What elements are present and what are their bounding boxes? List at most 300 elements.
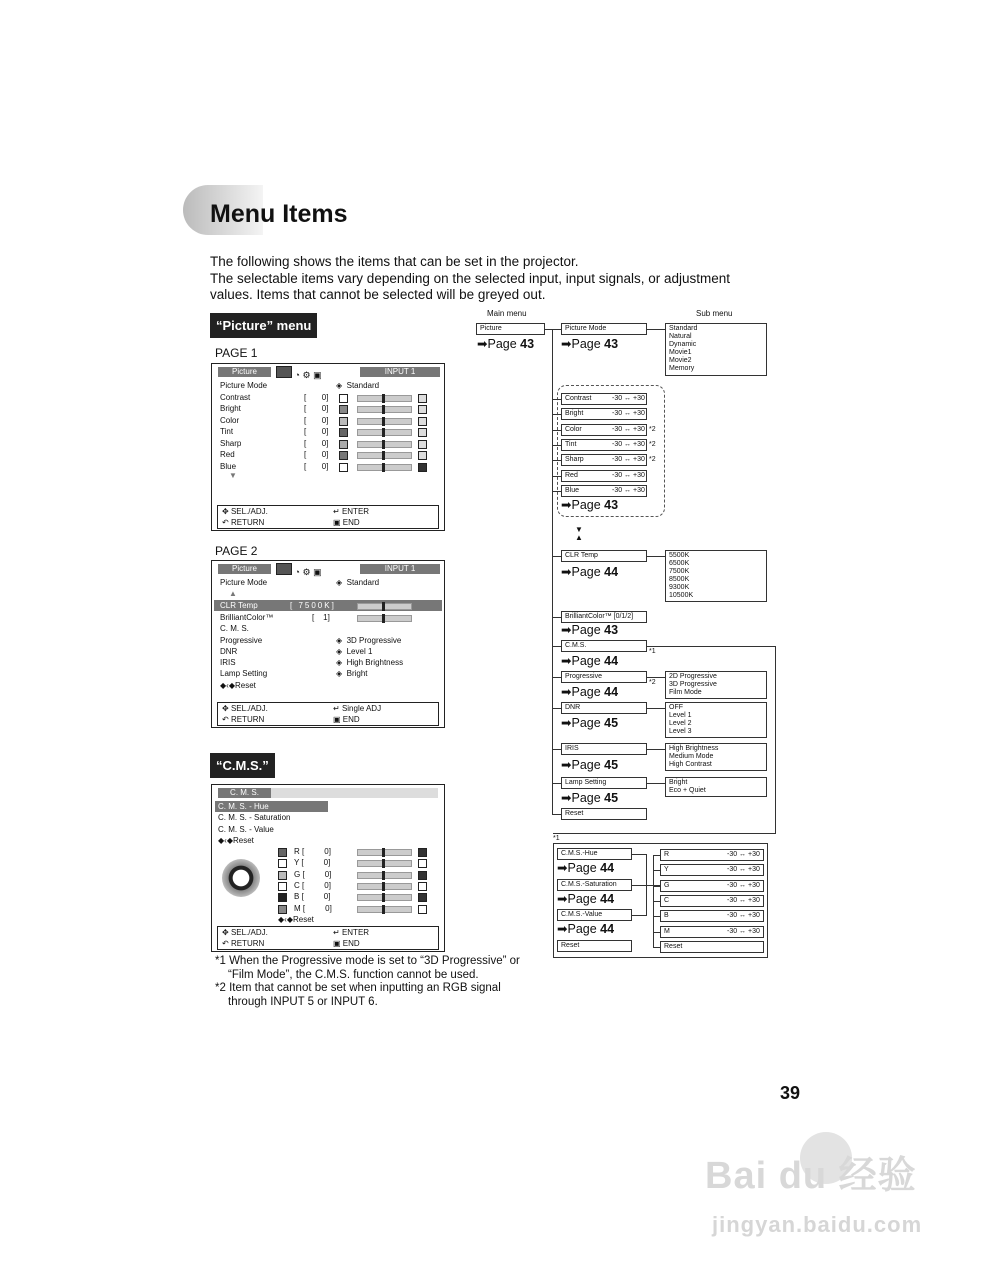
page-word: Page <box>571 565 601 579</box>
osd-cms <box>211 784 445 952</box>
color-high-icon <box>418 859 427 868</box>
option: 7500K <box>669 568 690 575</box>
color-label: M <box>294 903 301 913</box>
slider-knob <box>382 428 385 437</box>
osd-row <box>220 450 235 460</box>
adjust-item-label: Contrast <box>565 395 592 402</box>
adjust-low-icon <box>339 451 348 460</box>
footnote: through INPUT 5 or INPUT 6. <box>228 995 378 1008</box>
main-menu-header: Main menu <box>487 309 527 318</box>
slider-knob <box>382 893 385 902</box>
adjust-item-range: -30 ↔ +30 <box>612 486 645 494</box>
footer-text: SEL./ADJ. <box>230 507 268 516</box>
picture-mode-page-ref: ➡Page 43 <box>561 337 619 351</box>
brilliant-page-ref: ➡Page 43 <box>561 623 619 637</box>
page-word: Page <box>571 337 601 351</box>
connector <box>653 901 660 902</box>
connector <box>552 617 561 618</box>
page-number: 39 <box>780 1083 801 1103</box>
progressive-options <box>665 671 767 699</box>
connector <box>552 445 561 446</box>
osd-row-value: ◈ 3D Progressive <box>336 636 402 645</box>
osd-row-value: [ 1] <box>312 613 330 622</box>
page-number-ref: 44 <box>600 891 615 906</box>
footer-text: SEL./ADJ. <box>230 928 268 937</box>
cms-color-row: R [ 0] <box>294 847 331 856</box>
osd-cms-title: C. M. S. <box>218 788 271 798</box>
cms-colors-reset-box: Reset <box>660 941 764 953</box>
cms-color-label: R <box>664 851 670 858</box>
page-word: Page <box>567 861 597 875</box>
option: 2D Progressive <box>669 673 717 680</box>
row-value: 0 <box>321 392 327 402</box>
connector <box>653 916 660 917</box>
cms-item: C. M. S. - Saturation <box>218 813 291 822</box>
adjust-item-box <box>561 470 647 482</box>
cms-color-range: -30 ↔ +30 <box>727 896 760 904</box>
osd-row-value: [ 0] <box>304 427 329 436</box>
row-value: 0 <box>321 404 327 413</box>
osd-row <box>220 658 236 668</box>
reset-box: Reset <box>561 808 647 820</box>
slider-knob <box>382 463 385 472</box>
osd-row <box>220 613 273 623</box>
row-label: C. M. S. <box>220 624 249 633</box>
footnote: *2 Item that cannot be set when inputting an RGB signal <box>215 982 501 994</box>
option: Dynamic <box>669 341 697 348</box>
row-label: Blue <box>220 461 237 471</box>
option: 5500K <box>669 552 690 559</box>
watermark-logo <box>705 1132 935 1212</box>
row-label: Color <box>220 415 240 425</box>
row-label: IRIS <box>220 658 236 667</box>
page-number-ref: 44 <box>600 861 615 875</box>
adjust-item-label: Blue <box>565 486 580 494</box>
row-label: Sharp <box>220 438 242 448</box>
footer-text: RETURN <box>230 939 265 948</box>
cms-color-row: G [ 0] <box>294 869 332 879</box>
osd-footer <box>217 505 439 529</box>
lamp-page-ref: ➡Page 45 <box>561 791 619 805</box>
option: 9300K <box>669 584 690 591</box>
page-number-ref: 43 <box>604 337 619 351</box>
footer-text: ENTER <box>341 928 370 937</box>
row-label: DNR <box>220 647 238 656</box>
page-number-ref: 44 <box>604 685 619 699</box>
footnote: “Film Mode”, the C.M.S. function cannot be used. <box>228 968 479 981</box>
page-title: Menu Items <box>210 200 348 228</box>
color-swatch-icon <box>278 893 287 902</box>
adjust-high-icon <box>418 463 427 472</box>
osd-row <box>220 647 237 657</box>
option: Standard <box>669 325 698 332</box>
option: Eco + Quiet <box>669 787 706 794</box>
single-adj-hint: ↵ Single ADJ <box>333 704 382 713</box>
color-label: C <box>294 880 300 890</box>
cms-color-label: G <box>664 881 670 889</box>
progressive-box: Progressive <box>561 671 647 683</box>
option-tab-icon: ▣ <box>313 370 322 380</box>
adjust-item-box <box>561 485 647 497</box>
footer-text: END <box>342 518 360 527</box>
slider-knob <box>382 905 385 914</box>
adjust-high-icon <box>418 417 427 426</box>
option: High Brightness <box>669 745 719 752</box>
osd-row <box>220 393 250 403</box>
row-value: Standard <box>346 578 380 587</box>
connector <box>553 833 776 834</box>
adjust-item-box <box>561 408 647 420</box>
cms-color-box <box>660 849 764 861</box>
clr-temp-options <box>665 550 767 602</box>
osd-row-value: ◈ Bright <box>336 669 368 678</box>
connector <box>545 329 561 330</box>
row-label: Lamp Setting <box>220 669 268 678</box>
adjust-low-icon <box>339 394 348 403</box>
option: Natural <box>669 333 692 340</box>
enter-hint: ↵ ENTER <box>333 507 370 516</box>
connector <box>552 556 561 557</box>
footer-text: RETURN <box>230 715 265 724</box>
osd-row: ◆‹◆Reset <box>220 681 256 690</box>
osd-row <box>220 439 241 449</box>
page-word: Page <box>567 891 597 906</box>
cms-box: C.M.S. <box>561 640 647 652</box>
adjust-low-icon <box>339 428 348 437</box>
connector <box>552 677 561 678</box>
page-number-ref: 45 <box>604 716 619 730</box>
slider-knob <box>382 871 385 880</box>
cms-item-box: C.M.S.-Hue <box>557 848 632 860</box>
cms-color-range: -30 ↔ +30 <box>727 912 760 920</box>
page-word: Page <box>571 654 601 668</box>
osd-row-value: [ 0] <box>304 404 329 413</box>
cms-item-page-ref: ➡Page 44 <box>557 861 615 875</box>
osd-row <box>220 404 241 414</box>
row-label: Reset <box>234 681 256 690</box>
color-value: 0 <box>323 892 329 902</box>
footer-text: END <box>342 939 360 948</box>
row-value: 0 <box>321 415 327 425</box>
adjust-high-icon <box>418 451 427 460</box>
connector <box>647 783 665 784</box>
osd-footer <box>217 702 439 726</box>
option: 3D Progressive <box>669 681 717 688</box>
adjust-item-label: Red <box>565 471 578 479</box>
audio-tab-icon: ◔ <box>294 370 300 380</box>
osd-page1 <box>211 363 445 531</box>
picture-menu-tab: “Picture” menu <box>210 313 317 338</box>
footnote: *1 When the Progressive mode is set to “3D Progressive” or <box>215 955 520 967</box>
row-value: 0 <box>321 461 327 471</box>
intro-line: values. Items that cannot be selected will be greyed out. <box>210 287 546 302</box>
osd-row-value: ◈ Standard <box>336 578 380 587</box>
row-value: 7500K <box>298 601 332 610</box>
connector <box>552 460 561 461</box>
color-value: 0 <box>323 858 329 868</box>
adjust-high-icon <box>418 394 427 403</box>
enter-hint: ↵ ENTER <box>333 928 370 937</box>
connector <box>647 646 775 647</box>
dnr-options <box>665 702 767 738</box>
slider-knob <box>382 451 385 460</box>
cms-reset-box: Reset <box>557 940 632 952</box>
connector <box>775 646 776 833</box>
color-swatch-icon <box>278 848 287 857</box>
connector <box>632 915 646 916</box>
adjust-item-range: -30 ↔ +30 <box>612 440 645 448</box>
footer-text: ENTER <box>341 507 370 516</box>
intro-text <box>210 254 800 304</box>
osd-row <box>220 416 239 426</box>
option: 8500K <box>669 576 690 583</box>
sel-adj-hint: ✥ SEL./ADJ. <box>222 704 268 713</box>
cms-item-page-ref: ➡Page 44 <box>557 891 615 906</box>
connector <box>552 399 561 400</box>
page-word: Page <box>571 498 601 512</box>
page-word: Page <box>567 922 597 936</box>
footnotes <box>215 955 520 1009</box>
row-label: Contrast <box>220 392 251 402</box>
footer-text: RETURN <box>230 518 265 527</box>
connector <box>632 854 646 855</box>
footer-text: END <box>342 715 360 724</box>
adjust-item-range: -30 ↔ +30 <box>612 425 645 433</box>
lamp-options <box>665 777 767 797</box>
slider-knob <box>382 417 385 426</box>
cms-item-page-ref: ➡Page 44 <box>557 922 615 936</box>
option: Level 3 <box>669 728 692 735</box>
adjust-item-label: Sharp <box>565 456 584 464</box>
cms-color-label: B <box>664 912 669 920</box>
connector <box>552 491 561 492</box>
slider-knob <box>382 405 385 414</box>
adjust-item-note: *2 <box>649 456 656 464</box>
return-hint: ↶ RETURN <box>222 939 265 948</box>
page-number-ref: 44 <box>604 565 619 579</box>
osd-row-value: ◈ Standard <box>336 381 380 390</box>
row-value: 1 <box>323 613 328 622</box>
main-page-ref: ➡Page 43 <box>477 337 535 351</box>
cms-color-range: -30 ↔ +30 <box>727 927 760 935</box>
cms-color-label: M <box>664 927 670 935</box>
end-hint: ▣ END <box>333 939 360 948</box>
osd-tab-icons <box>276 563 322 578</box>
slider-knob <box>382 882 385 891</box>
adjust-low-icon <box>339 463 348 472</box>
page-word: Page <box>571 716 601 730</box>
row-value: 0 <box>321 438 327 448</box>
connector <box>647 556 665 557</box>
option: 10500K <box>669 592 694 599</box>
connector <box>552 749 561 750</box>
color-high-icon <box>418 871 427 880</box>
toggle-arrows-icon: ▼ ▲ <box>575 525 583 542</box>
osd-input-bar: INPUT 1 <box>360 367 440 377</box>
color-label: G <box>294 869 301 879</box>
return-hint: ↶ RETURN <box>222 518 265 527</box>
page-number-ref: 45 <box>604 791 619 805</box>
iris-options <box>665 743 767 771</box>
setup-tab-icon: ⚙ <box>302 370 311 380</box>
row-label: Picture Mode <box>220 381 268 390</box>
osd-row-value: [ 7500K] <box>290 601 336 610</box>
osd-row-value: ◈ High Brightness <box>336 658 404 667</box>
page-word: Page <box>571 758 601 772</box>
end-hint: ▣ END <box>333 518 360 527</box>
watermark-url: jingyan.baidu.com <box>712 1212 923 1237</box>
cms-color-row: B [ 0] <box>294 892 331 902</box>
osd-row <box>220 578 267 588</box>
color-value: 0 <box>324 869 330 879</box>
row-label: Bright <box>220 404 241 413</box>
option: Memory <box>669 365 695 372</box>
color-wheel-icon <box>222 859 260 897</box>
adjust-item-note: *2 <box>649 440 656 448</box>
option: OFF <box>669 704 683 711</box>
page-number-ref: 45 <box>604 758 619 772</box>
row-value: Level 1 <box>346 647 373 656</box>
color-swatch-icon <box>278 859 287 868</box>
connector <box>647 749 665 750</box>
progressive-page-ref: ➡Page 44 <box>561 685 619 699</box>
osd-row <box>220 462 236 472</box>
brilliant-box: BrilliantColor™ [0/1/2] <box>561 611 647 623</box>
cms-color-box <box>660 864 764 876</box>
row-value: 0 <box>321 450 327 459</box>
osd-row-value: [ 0] <box>304 438 329 448</box>
adjust-low-icon <box>339 440 348 449</box>
scroll-up-icon: ▲ <box>229 589 237 598</box>
color-value: 0 <box>324 847 329 856</box>
color-high-icon <box>418 905 427 914</box>
cms-subdiagram-note: *1 <box>553 835 560 842</box>
cms-item: ◆‹◆Reset <box>218 836 254 845</box>
osd-row-value: [ 0] <box>304 392 329 402</box>
adjust-page-ref: ➡Page 43 <box>561 498 619 512</box>
iris-box: IRIS <box>561 743 647 755</box>
adjust-high-icon <box>418 440 427 449</box>
color-label: Y <box>294 858 300 868</box>
adjust-item-range: -30 ↔ +30 <box>612 410 645 418</box>
color-value: 0 <box>324 880 329 890</box>
osd-row-value: [ 0] <box>304 461 329 471</box>
osd-input-bar: INPUT 1 <box>360 564 440 574</box>
cms-color-box <box>660 910 764 922</box>
option: Level 1 <box>669 712 692 719</box>
cms-color-range: -30 ↔ +30 <box>727 866 760 874</box>
adjust-high-icon <box>418 428 427 437</box>
osd-row <box>220 636 262 646</box>
connector <box>552 430 561 431</box>
page-number-ref: 43 <box>604 498 619 512</box>
progressive-note: *2 <box>649 679 656 686</box>
picture-tab-icon <box>276 366 292 378</box>
option: Medium Mode <box>669 753 714 760</box>
picture-mode-options <box>665 323 767 376</box>
clr-temp-knob <box>382 602 385 611</box>
option: Movie1 <box>669 349 692 356</box>
slider-knob <box>382 848 385 857</box>
connector <box>653 855 660 856</box>
connector <box>552 814 561 815</box>
color-label: B <box>294 892 300 902</box>
page-number-ref: 44 <box>604 654 619 668</box>
osd-row <box>220 669 267 679</box>
slider-knob <box>382 394 385 403</box>
sel-adj-hint: ✥ SEL./ADJ. <box>222 928 268 937</box>
connector <box>647 708 665 709</box>
connector <box>552 783 561 784</box>
color-swatch-icon <box>278 905 287 914</box>
color-high-icon <box>418 848 427 857</box>
osd-row-value: ◈ Level 1 <box>336 647 373 656</box>
cms-color-row: Y [ 0] <box>294 858 331 868</box>
cms-colors-reset: ◆‹◆Reset <box>278 915 314 924</box>
adjust-item-note: *2 <box>649 425 656 433</box>
cms-menu-tab: “C.M.S.” <box>210 753 275 778</box>
adjust-high-icon <box>418 405 427 414</box>
option: 6500K <box>669 560 690 567</box>
cms-color-label: Y <box>664 866 669 874</box>
adjust-item-box <box>561 424 647 436</box>
row-value: 3D Progressive <box>346 636 402 645</box>
connector <box>647 677 665 678</box>
watermark-brand: Bai du 经验 <box>705 1155 917 1197</box>
slider-knob <box>382 440 385 449</box>
cms-item-box: C.M.S.-Saturation <box>557 879 632 891</box>
page-word: Page <box>571 623 601 637</box>
cms-color-row: M [ 0] <box>294 903 332 913</box>
osd-footer <box>217 926 439 950</box>
adjust-item-box <box>561 439 647 451</box>
color-swatch-icon <box>278 882 287 891</box>
adjust-low-icon <box>339 405 348 414</box>
iris-page-ref: ➡Page 45 <box>561 758 619 772</box>
setup-tab-icon: ⚙ <box>302 567 311 577</box>
option: Film Mode <box>669 689 702 696</box>
end-hint: ▣ END <box>333 715 360 724</box>
adjust-item-box <box>561 454 647 466</box>
osd-row <box>220 427 233 437</box>
cms-color-box <box>660 880 764 892</box>
page-number-ref: 43 <box>520 337 535 351</box>
sel-adj-hint: ✥ SEL./ADJ. <box>222 507 268 516</box>
adjust-item-label: Tint <box>565 440 577 448</box>
osd-page2 <box>211 560 445 728</box>
row-label: CLR Temp <box>220 601 258 610</box>
page-word: Page <box>571 685 601 699</box>
row-value: Bright <box>346 669 368 678</box>
option: Movie2 <box>669 357 692 364</box>
osd-tab-icons <box>276 366 322 381</box>
dnr-box: DNR <box>561 702 647 714</box>
connector <box>552 476 561 477</box>
intro-line: The selectable items vary depending on the selected input, input signals, or adjustment <box>210 270 731 286</box>
cms-color-label: C <box>664 896 670 904</box>
cms-item: C. M. S. - Value <box>218 825 274 834</box>
connector <box>653 886 660 887</box>
spine <box>552 329 553 814</box>
cms-colors-reset-label: Reset <box>292 915 314 924</box>
row-value: Standard <box>346 381 380 390</box>
row-label: Red <box>220 450 235 459</box>
color-value: 0 <box>325 903 330 913</box>
osd-row-value: [ 0] <box>304 415 329 425</box>
picture-tab-icon <box>276 563 292 575</box>
adjust-item-range: -30 ↔ +30 <box>612 395 645 402</box>
adjust-item-box <box>561 393 647 405</box>
